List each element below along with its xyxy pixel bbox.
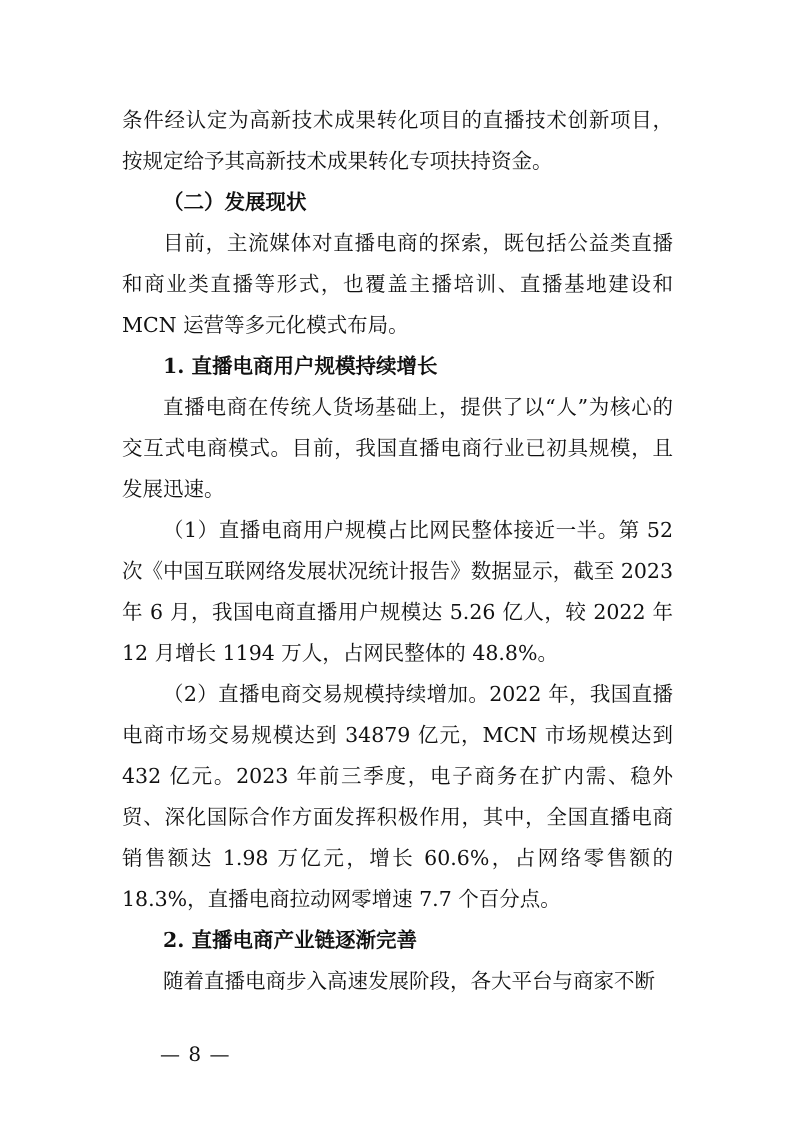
subheading-industry-chain: 2. 直播电商产业链逐渐完善	[163, 928, 418, 952]
subheading-user-scale: 1. 直播电商用户规模持续增长	[163, 354, 438, 378]
paragraph-continued: 条件经认定为高新技术成果转化项目的直播技术创新项目，按规定给予其高新技术成果转化专项扶持资金。	[122, 108, 673, 173]
paragraph-user-scale-intro: 直播电商在传统人货场基础上，提供了以“人”为核心的交互式电商模式。目前，我国直播电商行业已初具规模，且发展迅速。	[122, 395, 673, 501]
page-number: — 8 —	[160, 1042, 231, 1066]
paragraph-industry-chain: 随着直播电商步入高速发展阶段，各大平台与商家不断	[163, 969, 655, 993]
paragraph-intro: 目前，主流媒体对直播电商的探索，既包括公益类直播和商业类直播等形式，也覆盖主播培训、直播基地建设和MCN 运营等多元化模式布局。	[122, 231, 673, 337]
document-body	[122, 100, 673, 1002]
section-heading-development-status: （二）发展现状	[163, 190, 307, 214]
paragraph-user-scale-2: （2）直播电商交易规模持续增加。2022 年，我国直播电商市场交易规模达到 34879 亿元，MCN 市场规模达到 432 亿元。2023 年前三季度，电子商务在扩内需、稳外贸、深化国际合作方面发挥积极作用，其中，全国直播电商销售额达 1.98 万亿元，增长 60.6%，占网络零售额的 18.3%，直播电商拉动网零增速 7.7 个百分点。	[122, 682, 673, 911]
paragraph-user-scale-1: （1）直播电商用户规模占比网民整体接近一半。第 52 次《中国互联网络发展状况统计报告》数据显示，截至 2023 年 6 月，我国电商直播用户规模达 5.26 亿人，较 2022 年 12 月增长 1194 万人，占网民整体的 48.8%。	[122, 518, 673, 665]
